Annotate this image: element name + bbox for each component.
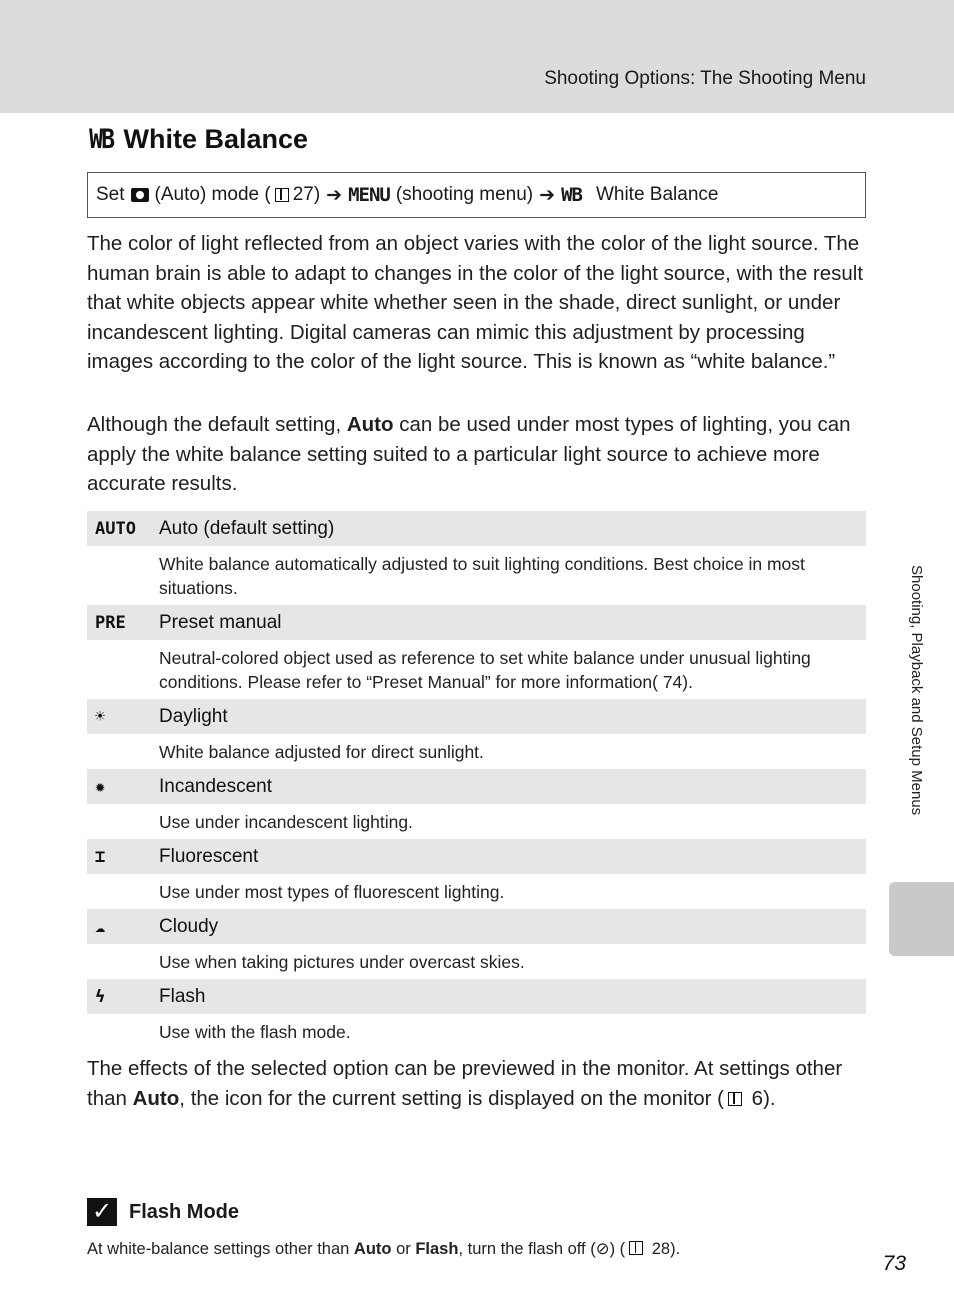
option-name: Preset manual <box>159 611 282 633</box>
auto-wb-icon: AUTO <box>95 518 136 539</box>
option-name: Auto (default setting) <box>159 517 335 539</box>
page-title <box>87 124 308 155</box>
page-reference-icon <box>275 188 289 202</box>
option-desc: White balance automatically adjusted to suit lighting conditions. Best choice in most situations. <box>159 553 805 598</box>
menu-path-page: 27) <box>292 184 321 205</box>
option-desc: White balance adjusted for direct sunlight. <box>159 741 484 762</box>
menu-path-mode: (Auto) mode ( <box>154 184 271 205</box>
outro-text: The effects of the selected option can be previewed in the monitor. At settings other than <box>87 1057 843 1110</box>
page-number: 73 <box>882 1252 906 1275</box>
arrow-icon: ➔ <box>326 184 343 206</box>
note-text <box>87 1239 680 1259</box>
option-name: Daylight <box>159 705 228 727</box>
option-row <box>87 769 866 804</box>
intro-text: can be used under most types of lighting, you can apply the white balance setting suited to a particular light source to achieve more accurate results. <box>87 413 851 496</box>
daylight-icon: ☀ <box>95 706 106 727</box>
auto-mode-camera-icon <box>131 188 149 202</box>
intro-paragraph-2 <box>87 410 872 499</box>
option-name: Fluorescent <box>159 845 259 867</box>
note-part: 28). <box>647 1240 681 1258</box>
note-part: , turn the flash off ( <box>458 1240 596 1258</box>
option-desc: Use under most types of fluorescent lighting. <box>159 881 505 902</box>
incandescent-icon: ✹ <box>95 776 106 797</box>
note-heading <box>87 1198 239 1226</box>
side-tab-label: Shooting, Playback and Setup Menus <box>908 565 925 816</box>
menu-path-box <box>87 172 866 218</box>
preset-manual-icon: PRE <box>95 612 126 633</box>
arrow-icon: ➔ <box>539 184 556 206</box>
intro-paragraph-1: The color of light reflected from an object varies with the color of the light source. The human brain is able to adapt to changes in the color of the light source, with the result that white objects appear white whether seen in the shade, direct sunlight, or under incandescent lighting. Digital cameras can mimic this adjustment by processing images according to the color of the light source. This is known as “white balance.” <box>87 232 864 374</box>
page-reference-icon <box>629 1241 643 1255</box>
cloudy-icon: ☁ <box>95 916 106 937</box>
intro-bold-auto: Auto <box>346 413 394 436</box>
checkmark-icon: ✓ <box>87 1198 117 1226</box>
option-desc: Use when taking pictures under overcast skies. <box>159 951 525 972</box>
option-row <box>87 511 866 546</box>
option-row <box>87 699 866 734</box>
option-row <box>87 979 866 1014</box>
option-name: Flash <box>159 985 206 1007</box>
outro-bold-auto: Auto <box>132 1086 180 1110</box>
outro-text: 6). <box>745 1086 776 1110</box>
note-bold: Auto <box>353 1240 392 1258</box>
menu-path-set: Set <box>96 184 125 205</box>
option-row <box>87 839 866 874</box>
intro-text: Although the default setting, <box>87 413 347 436</box>
white-balance-icon: WB <box>89 124 114 155</box>
page-reference-icon <box>728 1092 742 1106</box>
option-name: Incandescent <box>159 775 273 797</box>
note-part: At white-balance settings other than <box>87 1240 354 1258</box>
flash-off-icon: ⊘ <box>595 1240 610 1258</box>
page-title-text: White Balance <box>123 124 309 154</box>
outro-text: , the icon for the current setting is displayed on the monitor ( <box>179 1086 724 1110</box>
option-desc: Use with the flash mode. <box>159 1021 351 1042</box>
option-row <box>87 909 866 944</box>
option-row <box>87 605 866 640</box>
white-balance-icon: WB <box>561 184 582 206</box>
menu-path-menu-text: (shooting menu) <box>395 184 534 205</box>
running-header: Shooting Options: The Shooting Menu <box>544 68 866 89</box>
option-desc: Use under incandescent lighting. <box>159 811 413 832</box>
note-title: Flash Mode <box>129 1200 240 1223</box>
menu-path-target: White Balance <box>595 184 719 205</box>
option-name: Cloudy <box>159 915 219 937</box>
header-band <box>0 0 954 113</box>
note-part: ) ( <box>609 1240 626 1258</box>
options-table <box>87 511 866 1049</box>
note-part: or <box>391 1240 416 1258</box>
fluorescent-icon: ⌶ <box>95 846 106 867</box>
menu-button-icon: MENU <box>348 184 390 206</box>
outro-paragraph <box>87 1054 872 1113</box>
note-bold: Flash <box>415 1240 459 1258</box>
option-desc: Neutral-colored object used as reference to set white balance under unusual lighting conditions. Please refer to “Preset Manual” for more information( 74). <box>159 647 811 692</box>
side-tab-marker <box>889 882 954 956</box>
flash-icon: ϟ <box>95 986 106 1007</box>
